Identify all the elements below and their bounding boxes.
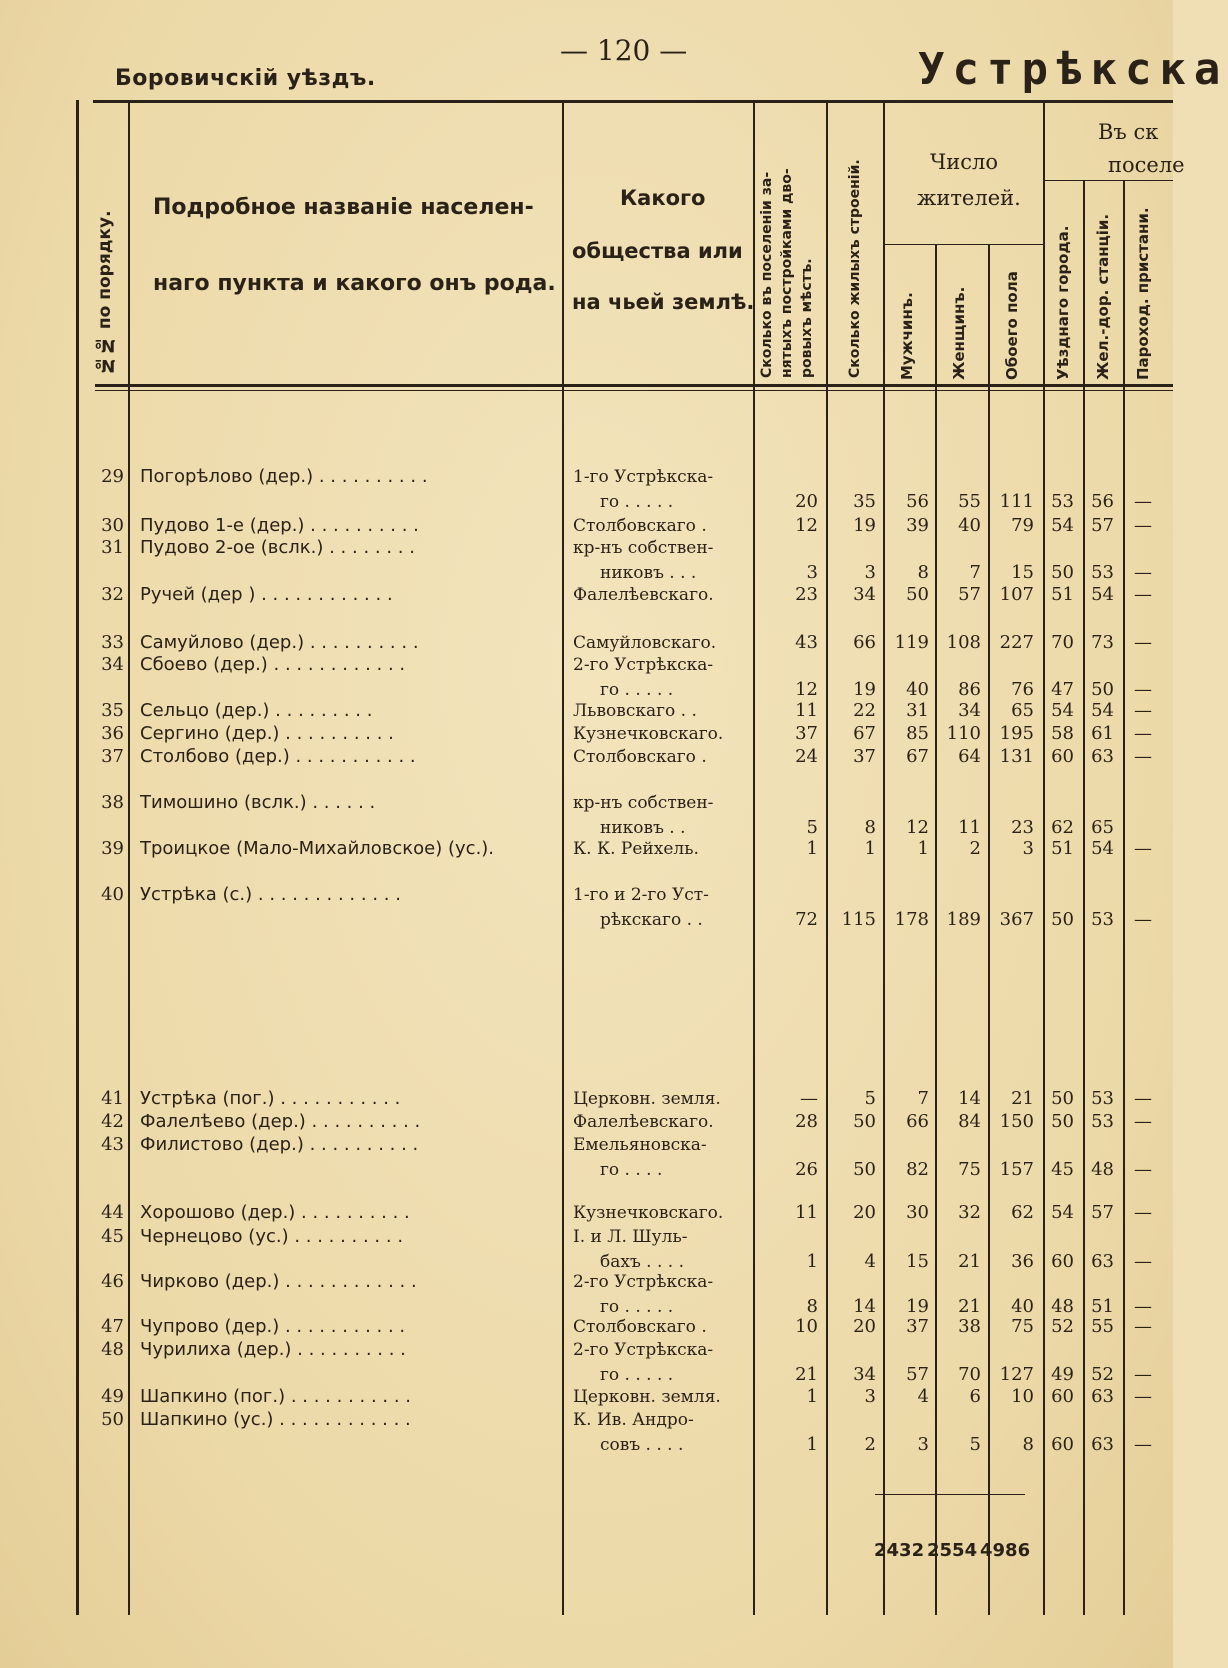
cell-town: 50: [1051, 909, 1074, 930]
cell-owner-line1: 1-го и 2-го Уст-: [573, 885, 709, 905]
cell-row-number: 32: [101, 584, 124, 605]
cell-owner-line1: 1-го Устрѣкска-: [573, 467, 714, 487]
cell-women: 38: [958, 1316, 981, 1337]
cell-women: 5: [969, 1434, 981, 1455]
cell-settlement-name: Чупрово (дер.) . . . . . . . . . . .: [140, 1316, 406, 1337]
cell-row-number: 33: [101, 632, 124, 653]
cell-women: 110: [946, 723, 981, 744]
cell-row-number: 44: [101, 1202, 124, 1223]
cell-dvory: 43: [795, 632, 818, 653]
cell-both: 3: [1022, 838, 1034, 859]
cell-pier: —: [1134, 1111, 1152, 1132]
cell-both: 62: [1011, 1202, 1034, 1223]
cell-rail: 53: [1091, 909, 1114, 930]
cell-row-number: 36: [101, 723, 124, 744]
cell-town: 50: [1051, 1088, 1074, 1109]
cell-town: 50: [1051, 1111, 1074, 1132]
cell-stroeniya: 66: [853, 632, 876, 653]
cell-women: 189: [946, 909, 981, 930]
cell-men: 40: [906, 679, 929, 700]
cell-rail: 48: [1091, 1159, 1114, 1180]
cell-pier: —: [1134, 1364, 1152, 1385]
cell-men: 85: [906, 723, 929, 744]
cell-settlement-name: Столбово (дер.) . . . . . . . . . . .: [140, 746, 416, 767]
cell-rail: 57: [1091, 515, 1114, 536]
cell-men: 82: [906, 1159, 929, 1180]
cell-settlement-name: Сергино (дер.) . . . . . . . . . .: [140, 723, 394, 744]
cell-both: 131: [999, 746, 1034, 767]
cell-both: 150: [999, 1111, 1034, 1132]
cell-both: 8: [1022, 1434, 1034, 1455]
cell-town: 60: [1051, 1251, 1074, 1272]
cell-town: 54: [1051, 700, 1074, 721]
cell-dvory: 37: [795, 723, 818, 744]
cell-women: 14: [958, 1088, 981, 1109]
cell-pier: —: [1134, 700, 1152, 721]
cell-town: 51: [1051, 838, 1074, 859]
cell-row-number: 29: [101, 466, 124, 487]
cell-rail: 53: [1091, 1111, 1114, 1132]
cell-dvory: 21: [795, 1364, 818, 1385]
cell-settlement-name: Шапкино (ус.) . . . . . . . . . . . .: [140, 1409, 411, 1430]
cell-settlement-name: Устрѣка (пог.) . . . . . . . . . . .: [140, 1088, 401, 1109]
cell-both: 367: [999, 909, 1034, 930]
cell-men: 1: [917, 838, 929, 859]
cell-row-number: 50: [101, 1409, 124, 1430]
cell-stroeniya: 20: [853, 1202, 876, 1223]
cell-women: 7: [969, 562, 981, 583]
cell-row-number: 45: [101, 1226, 124, 1247]
cell-rail: 63: [1091, 1251, 1114, 1272]
cell-row-number: 41: [101, 1088, 124, 1109]
cell-settlement-name: Тимошино (вслк.) . . . . . .: [140, 792, 376, 813]
cell-rail: 50: [1091, 679, 1114, 700]
cell-owner: Столбовскаго .: [573, 516, 707, 536]
cell-row-number: 30: [101, 515, 124, 536]
header-owner-line1: Какого: [620, 186, 706, 210]
cell-owner: Столбовскаго .: [573, 1317, 707, 1337]
cell-rail: 57: [1091, 1202, 1114, 1223]
cell-stroeniya: 4: [864, 1251, 876, 1272]
cell-stroeniya: 50: [853, 1111, 876, 1132]
cell-dvory: 3: [806, 562, 818, 583]
cell-owner-line1: 2-го Устрѣкска-: [573, 1340, 714, 1360]
cell-women: 75: [958, 1159, 981, 1180]
cell-dvory: 1: [806, 838, 818, 859]
cell-row-number: 49: [101, 1386, 124, 1407]
cell-women: 64: [958, 746, 981, 767]
cell-owner-line2: бахъ . . . .: [600, 1252, 685, 1272]
total-men: 2432: [874, 1540, 925, 1561]
cell-rail: 61: [1091, 723, 1114, 744]
cell-stroeniya: 14: [853, 1296, 876, 1317]
cell-rail: 53: [1091, 562, 1114, 583]
top-rule: [93, 100, 1173, 103]
header-group-line1: Въ ск: [1098, 120, 1159, 144]
header-women: Женщинъ.: [950, 286, 968, 380]
cell-stroeniya: 115: [841, 909, 876, 930]
cell-rail: 52: [1091, 1364, 1114, 1385]
cell-pier: —: [1134, 1296, 1152, 1317]
cell-pier: —: [1134, 632, 1152, 653]
cell-pier: —: [1134, 723, 1152, 744]
cell-dvory: 24: [795, 746, 818, 767]
cell-settlement-name: Пудово 2-ое (вслк.) . . . . . . . .: [140, 537, 415, 558]
cell-women: 108: [946, 632, 981, 653]
cell-owner: Церковн. земля.: [573, 1387, 721, 1407]
cell-owner-line2: го . . . . .: [600, 492, 674, 512]
cell-row-number: 47: [101, 1316, 124, 1337]
cell-owner-line2: совъ . . . .: [600, 1435, 684, 1455]
cell-owner: Церковн. земля.: [573, 1089, 721, 1109]
cell-stroeniya: 3: [864, 1386, 876, 1407]
cell-row-number: 34: [101, 654, 124, 675]
cell-stroeniya: 50: [853, 1159, 876, 1180]
cell-settlement-name: Устрѣка (с.) . . . . . . . . . . . . .: [140, 884, 401, 905]
cell-pier: —: [1134, 1316, 1152, 1337]
cell-settlement-name: Чурилиха (дер.) . . . . . . . . . .: [140, 1339, 406, 1360]
cell-both: 76: [1011, 679, 1034, 700]
cell-settlement-name: Чернецово (ус.) . . . . . . . . . .: [140, 1226, 404, 1247]
col-line: [562, 100, 564, 1615]
cell-stroeniya: 22: [853, 700, 876, 721]
cell-owner-line2: го . . . . .: [600, 680, 674, 700]
cell-row-number: 31: [101, 537, 124, 558]
cell-both: 227: [999, 632, 1034, 653]
cell-settlement-name: Ручей (дер ) . . . . . . . . . . . .: [140, 584, 393, 605]
cell-both: 157: [999, 1159, 1034, 1180]
cell-pier: —: [1134, 746, 1152, 767]
cell-town: 62: [1051, 817, 1074, 838]
header-bottom-rule-2: [95, 390, 1173, 391]
col-line: [753, 100, 755, 1615]
cell-men: 39: [906, 515, 929, 536]
cell-pier: —: [1134, 1159, 1152, 1180]
cell-settlement-name: Хорошово (дер.) . . . . . . . . . .: [140, 1202, 410, 1223]
cell-town: 58: [1051, 723, 1074, 744]
cell-women: 57: [958, 584, 981, 605]
cell-rail: 56: [1091, 491, 1114, 512]
cell-pier: —: [1134, 679, 1152, 700]
totals-rule: [875, 1494, 1025, 1495]
cell-town: 70: [1051, 632, 1074, 653]
cell-rail: 54: [1091, 584, 1114, 605]
cell-stroeniya: 67: [853, 723, 876, 744]
cell-men: 50: [906, 584, 929, 605]
cell-owner-line2: го . . . .: [600, 1160, 663, 1180]
cell-owner-line2: никовъ . . .: [600, 563, 697, 583]
cell-settlement-name: Погорѣлово (дер.) . . . . . . . . . .: [140, 466, 428, 487]
cell-stroeniya: 20: [853, 1316, 876, 1337]
header-dvory-line3: ровыхъ мѣстъ.: [799, 258, 815, 378]
cell-dvory: 1: [806, 1386, 818, 1407]
cell-both: 40: [1011, 1296, 1034, 1317]
cell-settlement-name: Шапкино (пог.) . . . . . . . . . . .: [140, 1386, 412, 1407]
cell-both: 111: [999, 491, 1034, 512]
cell-men: 56: [906, 491, 929, 512]
group-sub-rule: [1043, 180, 1173, 181]
cell-stroeniya: 1: [864, 838, 876, 859]
cell-settlement-name: Фалелѣево (дер.) . . . . . . . . . .: [140, 1111, 421, 1132]
cell-both: 195: [999, 723, 1034, 744]
cell-rail: 54: [1091, 700, 1114, 721]
cell-women: 2: [969, 838, 981, 859]
header-name-line2: наго пункта и какого онъ рода.: [153, 271, 556, 296]
header-name-line1: Подробное названіе населен-: [153, 195, 534, 220]
cell-women: 21: [958, 1296, 981, 1317]
cell-row-number: 42: [101, 1111, 124, 1132]
cell-pier: —: [1134, 1434, 1152, 1455]
cell-women: 84: [958, 1111, 981, 1132]
cell-town: 60: [1051, 746, 1074, 767]
cell-dvory: 5: [806, 817, 818, 838]
cell-owner-line2: го . . . . .: [600, 1365, 674, 1385]
cell-men: 67: [906, 746, 929, 767]
cell-rail: 73: [1091, 632, 1114, 653]
cell-settlement-name: Самуйлово (дер.) . . . . . . . . . .: [140, 632, 419, 653]
cell-men: 12: [906, 817, 929, 838]
cell-rail: 53: [1091, 1088, 1114, 1109]
header-stroeniya: Сколько жилыхъ строеній.: [847, 159, 863, 378]
header-row-number: №№ по порядку.: [95, 210, 115, 375]
cell-both: 79: [1011, 515, 1034, 536]
cell-rail: 63: [1091, 1434, 1114, 1455]
header-dvory-line1: Сколько въ поселеніи за-: [759, 171, 775, 378]
cell-women: 55: [958, 491, 981, 512]
cell-settlement-name: Сбоево (дер.) . . . . . . . . . . . .: [140, 654, 406, 675]
cell-dvory: 1: [806, 1434, 818, 1455]
cell-town: 52: [1051, 1316, 1074, 1337]
cell-owner: Фалелѣевскаго.: [573, 1112, 714, 1132]
inhabitants-sub-rule: [883, 244, 1043, 245]
cell-both: 75: [1011, 1316, 1034, 1337]
header-owner-line2: общества или: [572, 239, 743, 263]
cell-pier: —: [1134, 838, 1152, 859]
total-women: 2554: [927, 1540, 978, 1561]
cell-dvory: 1: [806, 1251, 818, 1272]
cell-town: 60: [1051, 1386, 1074, 1407]
cell-pier: —: [1134, 515, 1152, 536]
cell-owner: К. К. Рейхель.: [573, 839, 699, 859]
cell-owner-line1: кр-нъ собствен-: [573, 538, 714, 558]
cell-owner: Львовскаго . .: [573, 701, 697, 721]
cell-men: 178: [894, 909, 929, 930]
cell-town: 48: [1051, 1296, 1074, 1317]
cell-stroeniya: 34: [853, 1364, 876, 1385]
cell-town: 45: [1051, 1159, 1074, 1180]
cell-owner-line1: К. Ив. Андро-: [573, 1410, 694, 1430]
cell-pier: —: [1134, 1386, 1152, 1407]
cell-men: 15: [906, 1251, 929, 1272]
cell-women: 21: [958, 1251, 981, 1272]
header-inhabitants-line2: жителей.: [917, 186, 1021, 210]
cell-men: 3: [917, 1434, 929, 1455]
cell-pier: —: [1134, 562, 1152, 583]
cell-owner-line1: 2-го Устрѣкска-: [573, 1272, 714, 1292]
cell-row-number: 46: [101, 1271, 124, 1292]
cell-town: 47: [1051, 679, 1074, 700]
cell-men: 119: [894, 632, 929, 653]
cell-men: 8: [917, 562, 929, 583]
col-line: [76, 100, 79, 1615]
cell-owner: Самуйловскаго.: [573, 633, 717, 653]
cell-dvory: 11: [795, 700, 818, 721]
cell-owner-line2: никовъ . .: [600, 818, 686, 838]
cell-dvory: 26: [795, 1159, 818, 1180]
cell-both: 15: [1011, 562, 1034, 583]
cell-town: 49: [1051, 1364, 1074, 1385]
header-dvory-line2: нятыхъ постройками дво-: [779, 168, 795, 378]
cell-dvory: 8: [806, 1296, 818, 1317]
cell-men: 31: [906, 700, 929, 721]
cell-dvory: 23: [795, 584, 818, 605]
cell-both: 127: [999, 1364, 1034, 1385]
header-town: Уѣзднаго города.: [1054, 225, 1072, 380]
cell-owner: Столбовскаго .: [573, 747, 707, 767]
cell-rail: 55: [1091, 1316, 1114, 1337]
cell-stroeniya: 3: [864, 562, 876, 583]
cell-women: 40: [958, 515, 981, 536]
cell-stroeniya: 19: [853, 679, 876, 700]
header-inhabitants-line1: Число: [930, 150, 998, 174]
cell-men: 37: [906, 1316, 929, 1337]
cell-town: 50: [1051, 562, 1074, 583]
cell-dvory: 10: [795, 1316, 818, 1337]
cell-stroeniya: 19: [853, 515, 876, 536]
cell-stroeniya: 34: [853, 584, 876, 605]
cell-owner-line1: Емельяновска-: [573, 1135, 707, 1155]
cell-pier: —: [1134, 584, 1152, 605]
header-rail: Жел.-дор. станціи.: [1094, 213, 1112, 380]
cell-both: 10: [1011, 1386, 1034, 1407]
cell-row-number: 37: [101, 746, 124, 767]
cell-men: 30: [906, 1202, 929, 1223]
cell-rail: 63: [1091, 746, 1114, 767]
cell-both: 36: [1011, 1251, 1034, 1272]
header-both: Обоего пола: [1003, 271, 1021, 380]
cell-men: 66: [906, 1111, 929, 1132]
cell-town: 60: [1051, 1434, 1074, 1455]
cell-owner-line1: кр-нъ собствен-: [573, 793, 714, 813]
cell-owner: Фалелѣевскаго.: [573, 585, 714, 605]
cell-owner-line2: го . . . . .: [600, 1297, 674, 1317]
cell-dvory: —: [800, 1088, 818, 1109]
cell-dvory: 28: [795, 1111, 818, 1132]
cell-rail: 54: [1091, 838, 1114, 859]
cell-rail: 63: [1091, 1386, 1114, 1407]
header-bottom-rule: [95, 384, 1173, 387]
cell-stroeniya: 8: [864, 817, 876, 838]
header-men: Мужчинъ.: [898, 292, 916, 380]
cell-both: 65: [1011, 700, 1034, 721]
col-line: [128, 100, 130, 1615]
cell-row-number: 43: [101, 1134, 124, 1155]
cell-stroeniya: 2: [864, 1434, 876, 1455]
cell-stroeniya: 5: [864, 1088, 876, 1109]
cell-pier: —: [1134, 1088, 1152, 1109]
cell-settlement-name: Сельцо (дер.) . . . . . . . . .: [140, 700, 373, 721]
cell-women: 86: [958, 679, 981, 700]
header-group-line2: поселе: [1108, 153, 1185, 177]
cell-both: 23: [1011, 817, 1034, 838]
cell-men: 57: [906, 1364, 929, 1385]
cell-both: 107: [999, 584, 1034, 605]
cell-stroeniya: 37: [853, 746, 876, 767]
cell-row-number: 48: [101, 1339, 124, 1360]
header-owner-line3: на чьей землѣ.: [572, 290, 755, 314]
cell-row-number: 38: [101, 792, 124, 813]
cell-town: 53: [1051, 491, 1074, 512]
cell-women: 32: [958, 1202, 981, 1223]
page-number: — 120 —: [560, 34, 688, 67]
cell-women: 6: [969, 1386, 981, 1407]
cell-town: 54: [1051, 515, 1074, 536]
cell-pier: —: [1134, 491, 1152, 512]
cell-men: 7: [917, 1088, 929, 1109]
cell-men: 19: [906, 1296, 929, 1317]
total-both: 4986: [980, 1540, 1031, 1561]
cell-dvory: 72: [795, 909, 818, 930]
cell-town: 54: [1051, 1202, 1074, 1223]
cell-row-number: 35: [101, 700, 124, 721]
cell-dvory: 20: [795, 491, 818, 512]
cell-pier: —: [1134, 1202, 1152, 1223]
cell-owner: Кузнечковскаго.: [573, 1203, 724, 1223]
cell-stroeniya: 35: [853, 491, 876, 512]
cell-town: 51: [1051, 584, 1074, 605]
section-title: Устрѣкска: [918, 44, 1228, 95]
cell-settlement-name: Филистово (дер.) . . . . . . . . . .: [140, 1134, 419, 1155]
cell-row-number: 39: [101, 838, 124, 859]
cell-settlement-name: Троицкое (Мало-Михайловское) (ус.).: [140, 838, 495, 859]
cell-pier: —: [1134, 1251, 1152, 1272]
cell-settlement-name: Чирково (дер.) . . . . . . . . . . . .: [140, 1271, 417, 1292]
cell-women: 11: [958, 817, 981, 838]
cell-dvory: 12: [795, 515, 818, 536]
cell-men: 4: [917, 1386, 929, 1407]
cell-rail: 51: [1091, 1296, 1114, 1317]
cell-owner-line2: рѣкскаго . .: [600, 910, 703, 930]
cell-owner-line1: 2-го Устрѣкска-: [573, 655, 714, 675]
cell-rail: 65: [1091, 817, 1114, 838]
cell-women: 70: [958, 1364, 981, 1385]
cell-row-number: 40: [101, 884, 124, 905]
header-pier: Пароход. пристани.: [1134, 207, 1152, 380]
cell-both: 21: [1011, 1088, 1034, 1109]
cell-settlement-name: Пудово 1-е (дер.) . . . . . . . . . .: [140, 515, 419, 536]
cell-owner-line1: І. и Л. Шуль-: [573, 1227, 688, 1247]
cell-owner: Кузнечковскаго.: [573, 724, 724, 744]
cell-women: 34: [958, 700, 981, 721]
cell-dvory: 11: [795, 1202, 818, 1223]
cell-dvory: 12: [795, 679, 818, 700]
cell-pier: —: [1134, 909, 1152, 930]
district-title: Боровичскій уѣздъ.: [115, 66, 376, 91]
